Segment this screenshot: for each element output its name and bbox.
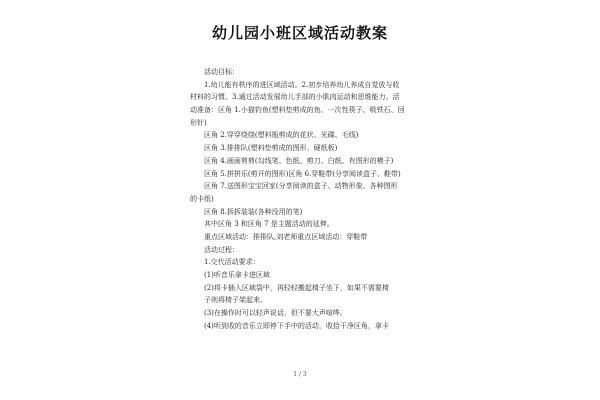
page-number: 1 / 3 <box>293 371 307 378</box>
text-line: 活动目标： <box>204 68 239 76</box>
text-line: (3)在操作时可以轻声说话，但不要大声喧哗。 <box>204 309 347 318</box>
text-line: 的卡纸) <box>190 194 214 203</box>
text-line: 区角 3.排排队(塑料垫剪成的图形、硬纸板) <box>204 144 338 153</box>
document-body <box>190 66 412 332</box>
text-line: 活动过程： <box>204 245 239 254</box>
text-line: 区角 8.拆拆装装(各种没用的笔) <box>204 207 303 216</box>
text-line: 区角 5.拼拼乐(剪开的图形)区角 6.穿鞋带(分享阅读盒子、鞋带) <box>204 169 401 178</box>
text-line: 子则将椅子架起来。 <box>204 296 267 305</box>
text-line: 区角 2.穿穿绕绕(塑料瓶剪成的花状、光碟、毛线) <box>204 131 359 140</box>
text-line: 其中区角 3 和区角 7 是主题活动的延伸。 <box>204 220 334 229</box>
text-line: (1)听音乐拿卡进区域 <box>204 271 270 279</box>
document-title: 幼儿园小班区域活动教案 <box>211 24 388 42</box>
text-line: 形针) <box>190 118 207 127</box>
text-line: 1.交代活动要求： <box>204 258 260 267</box>
text-line: 重点区域活动：排排队,刘老师重点区域活动：穿鞋带 <box>204 232 368 241</box>
text-line: (2)将卡插入区域袋中，再轻轻搬起椅子坐下，如果不需要椅 <box>204 283 389 292</box>
text-line: 1.幼儿能有秩序的进区域活动。2.初步培养幼儿养成自觉放与收 <box>204 80 400 89</box>
text-line: (4)听到收的音乐立即停下手中的活动，收拾干净区角，拿卡 <box>204 321 389 330</box>
text-line: 区角 4.画画剪剪(勾线笔、色纸、剪刀、白纸、有图形的模子) <box>204 156 394 165</box>
text-line: 材料的习惯。3.通过活动发展幼儿手部的小肌肉运动和思维能力。活 <box>190 93 400 102</box>
text-line: 动准备：区角 1.小猫钓鱼(塑料垫剪成的鱼、一次性筷子、吸铁石、回 <box>190 106 405 115</box>
text-line: 区角 7.送图形宝宝回家(分享阅读的盒子、动物形象、各种图形 <box>204 182 398 191</box>
